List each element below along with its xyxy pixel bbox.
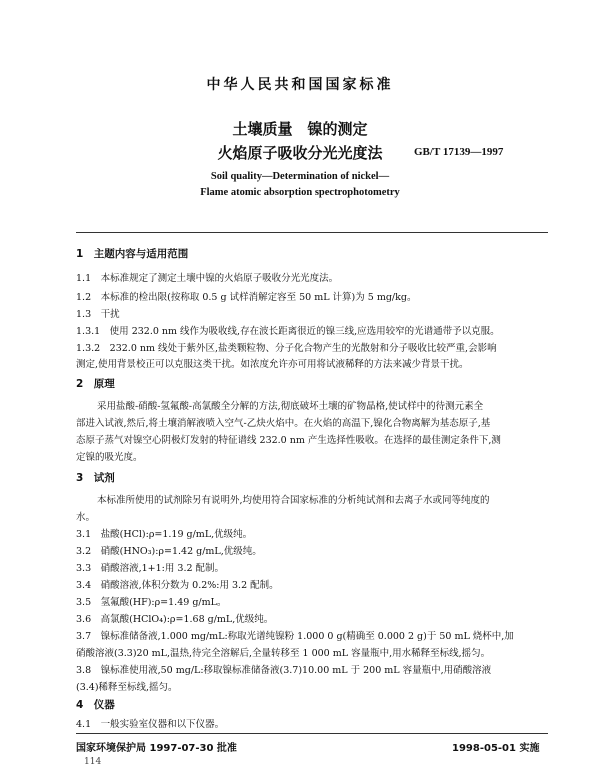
section-3-line: 3.4 硝酸溶液,体积分数为 0.2%:用 3.2 配制。 xyxy=(76,580,279,591)
section-3-line: 3.1 盐酸(HCl):ρ=1.19 g/mL,优级纯。 xyxy=(76,529,253,540)
section-1-line: 1.2 本标准的检出限(按称取 0.5 g 试样消解定容至 50 mL 计算)为 5 mg/kg。 xyxy=(76,292,417,303)
section-3-line: 3.7 镍标准储备液,1.000 mg/mL:称取光谱纯镍粉 1.000 0 g(精确至 0.000 2 g)于 50 mL 烧杯中,加 xyxy=(76,631,514,642)
english-title-line-1: Soil quality—Determination of nickel— xyxy=(210,171,390,182)
section-1-line: 1.3 干扰 xyxy=(76,309,120,320)
section-2-line: 部进入试液,然后,将土壤消解液喷入空气-乙炔火焰中。在火焰的高温下,镍化合物离解为基态原子,基 xyxy=(76,418,491,429)
english-title-line-2: Flame atomic absorption spectrophotometry xyxy=(200,187,400,198)
section-2-heading: 2 原理 xyxy=(76,378,115,390)
section-1-line: 1.1 本标准规定了测定土壤中镍的火焰原子吸收分光光度法。 xyxy=(76,273,339,284)
footer-divider xyxy=(76,733,548,734)
section-2-line: 采用盐酸-硝酸-氢氟酸-高氯酸全分解的方法,彻底破坏土壤的矿物晶格,使试样中的待测元素全 xyxy=(97,401,484,412)
section-1-line: 测定,使用背景校正可以克服这类干扰。如浓度允许亦可用将试液稀释的方法来减少背景干扰。 xyxy=(76,359,469,370)
header-divider xyxy=(76,232,548,233)
section-2-line: 定镍的吸光度。 xyxy=(76,452,143,463)
approval-date: 国家环境保护局 1997-07-30 批准 xyxy=(76,743,237,754)
section-3-line: 水。 xyxy=(76,512,96,523)
section-3-line: 硝酸溶液(3.3)20 mL,温热,待完全溶解后,全量转移至 1 000 mL 容量瓶中,用水稀释至标线,摇匀。 xyxy=(76,648,491,659)
standard-number: GB/T 17139—1997 xyxy=(414,146,504,158)
implementation-date: 1998-05-01 实施 xyxy=(452,743,540,754)
section-3-line: 3.8 镍标准使用液,50 mg/L:移取镍标准储备液(3.7)10.00 mL 于 200 mL 容量瓶中,用硝酸溶液 xyxy=(76,665,492,676)
section-3-line: 3.3 硝酸溶液,1+1:用 3.2 配制。 xyxy=(76,563,225,574)
section-1-line: 1.3.1 使用 232.0 nm 线作为吸收线,存在波长距离很近的镍三线,应选用较窄的光谱通带予以克服。 xyxy=(76,326,500,337)
section-3-heading: 3 试剂 xyxy=(76,472,115,484)
section-4-line: 4.1 一般实验室仪器和以下仪器。 xyxy=(76,719,225,730)
section-3-line: 3.6 高氯酸(HClO₄):ρ=1.68 g/mL,优级纯。 xyxy=(76,614,274,625)
section-2-line: 态原子蒸气对镍空心阴极灯发射的特征谱线 232.0 nm 产生选择性吸收。在选择的最佳测定条件下,测 xyxy=(76,435,501,446)
section-1-line: 1.3.2 232.0 nm 线处于紫外区,盐类颗粒物、分子化合物产生的光散射和分子吸收比较严重,会影响 xyxy=(76,343,497,354)
standard-header: 中华人民共和国国家标准 xyxy=(206,77,394,93)
section-1-heading: 1 主题内容与适用范围 xyxy=(76,248,189,260)
section-3-line: 3.2 硝酸(HNO₃):ρ=1.42 g/mL,优级纯。 xyxy=(76,546,262,557)
section-3-line: 3.5 氢氟酸(HF):ρ=1.49 g/mL。 xyxy=(76,597,227,608)
section-4-heading: 4 仪器 xyxy=(76,699,115,711)
title-line-1: 土壤质量 镍的测定 xyxy=(232,120,368,138)
section-3-line: 本标准所使用的试剂除另有说明外,均使用符合国家标准的分析纯试剂和去离子水或同等纯度的 xyxy=(97,495,490,506)
title-line-2: 火焰原子吸收分光光度法 xyxy=(217,144,383,162)
page-number: 114 xyxy=(84,757,102,767)
section-3-line: (3.4)稀释至标线,摇匀。 xyxy=(76,682,178,693)
